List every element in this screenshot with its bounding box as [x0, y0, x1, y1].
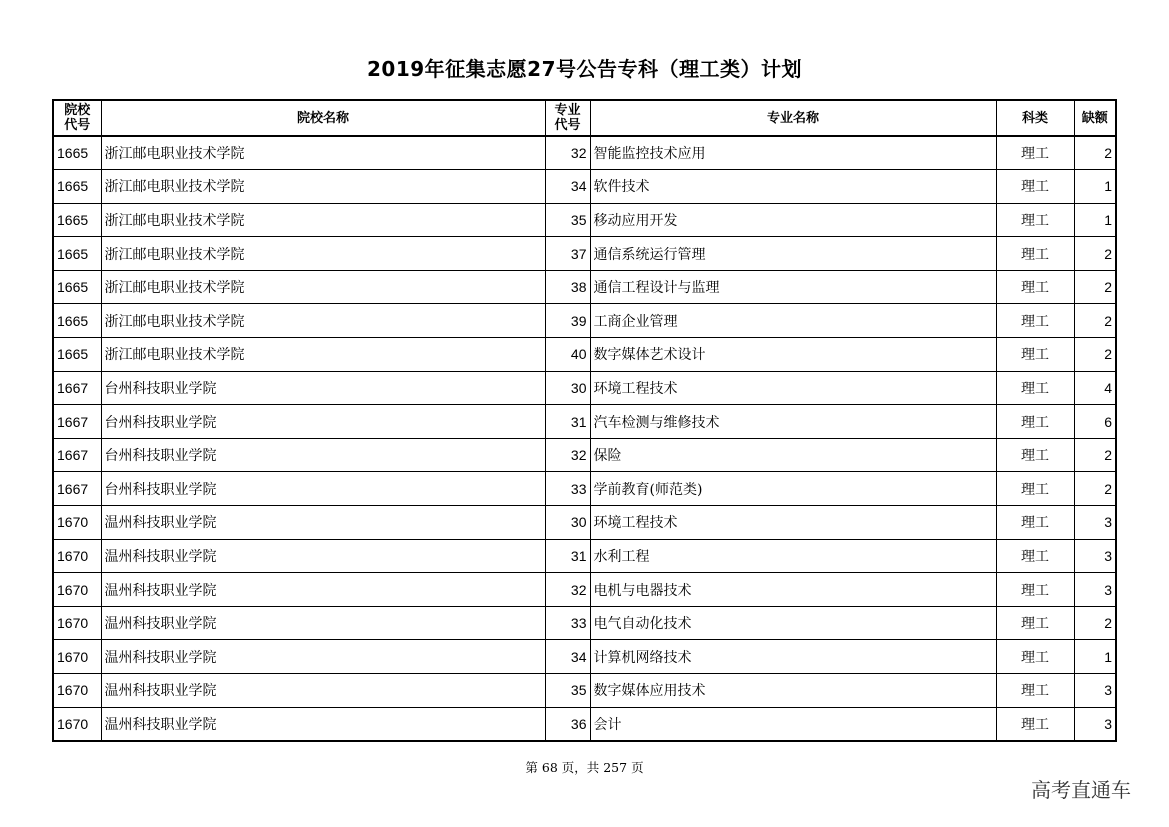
table-row: [53, 170, 1116, 204]
cell-major-name: 通信工程设计与监理: [590, 270, 996, 304]
cell-major-code: 34: [545, 170, 590, 204]
cell-school-name: 温州科技职业学院: [101, 539, 545, 573]
cell-major-code: 32: [545, 573, 590, 607]
cell-school-code: 1665: [53, 270, 101, 304]
table-header: [53, 100, 1116, 136]
cell-school-code: 1665: [53, 136, 101, 170]
cell-school-code: 1670: [53, 506, 101, 540]
cell-school-name: 温州科技职业学院: [101, 506, 545, 540]
cell-major-code: 35: [545, 203, 590, 237]
cell-school-name: 浙江邮电职业技术学院: [101, 270, 545, 304]
cell-school-code: 1667: [53, 472, 101, 506]
header-category: 科类: [996, 100, 1074, 136]
plan-table: [52, 99, 1117, 742]
cell-category: 理工: [996, 707, 1074, 741]
cell-category: 理工: [996, 371, 1074, 405]
cell-quota: 2: [1074, 136, 1116, 170]
header-quota: 缺额: [1074, 100, 1116, 136]
table-row: [53, 438, 1116, 472]
cell-quota: 1: [1074, 203, 1116, 237]
table-row: [53, 506, 1116, 540]
cell-major-code: 31: [545, 405, 590, 439]
cell-major-name: 会计: [590, 707, 996, 741]
cell-school-code: 1670: [53, 606, 101, 640]
cell-school-name: 温州科技职业学院: [101, 707, 545, 741]
cell-school-code: 1670: [53, 707, 101, 741]
cell-major-name: 环境工程技术: [590, 371, 996, 405]
cell-quota: 3: [1074, 506, 1116, 540]
cell-major-code: 37: [545, 237, 590, 271]
cell-school-code: 1670: [53, 573, 101, 607]
page-footer: 第 68 页，共 257 页: [525, 760, 644, 775]
cell-school-code: 1670: [53, 640, 101, 674]
cell-major-code: 34: [545, 640, 590, 674]
cell-category: 理工: [996, 573, 1074, 607]
cell-category: 理工: [996, 338, 1074, 372]
cell-school-name: 浙江邮电职业技术学院: [101, 136, 545, 170]
cell-quota: 4: [1074, 371, 1116, 405]
table-row: [53, 674, 1116, 708]
cell-school-code: 1665: [53, 203, 101, 237]
cell-category: 理工: [996, 405, 1074, 439]
table-row: [53, 338, 1116, 372]
cell-category: 理工: [996, 674, 1074, 708]
table-row: [53, 573, 1116, 607]
header-major-name: 专业名称: [590, 100, 996, 136]
header-school-code: 院校代号: [53, 100, 101, 136]
cell-school-name: 温州科技职业学院: [101, 674, 545, 708]
cell-school-name: 浙江邮电职业技术学院: [101, 170, 545, 204]
cell-major-name: 电气自动化技术: [590, 606, 996, 640]
cell-category: 理工: [996, 472, 1074, 506]
cell-quota: 2: [1074, 237, 1116, 271]
table-row: [53, 472, 1116, 506]
cell-major-code: 38: [545, 270, 590, 304]
header-school-name: 院校名称: [101, 100, 545, 136]
cell-major-code: 30: [545, 371, 590, 405]
cell-school-name: 浙江邮电职业技术学院: [101, 203, 545, 237]
table-row: [53, 237, 1116, 271]
cell-quota: 1: [1074, 640, 1116, 674]
cell-school-name: 浙江邮电职业技术学院: [101, 304, 545, 338]
table-row: [53, 203, 1116, 237]
cell-major-name: 水利工程: [590, 539, 996, 573]
cell-major-name: 计算机网络技术: [590, 640, 996, 674]
cell-school-name: 台州科技职业学院: [101, 405, 545, 439]
cell-quota: 1: [1074, 170, 1116, 204]
cell-quota: 6: [1074, 405, 1116, 439]
cell-category: 理工: [996, 136, 1074, 170]
cell-school-code: 1665: [53, 338, 101, 372]
cell-school-code: 1665: [53, 237, 101, 271]
cell-category: 理工: [996, 270, 1074, 304]
cell-major-code: 32: [545, 136, 590, 170]
cell-school-code: 1667: [53, 405, 101, 439]
cell-school-code: 1670: [53, 539, 101, 573]
cell-major-code: 35: [545, 674, 590, 708]
cell-category: 理工: [996, 304, 1074, 338]
cell-major-code: 33: [545, 606, 590, 640]
cell-major-name: 汽车检测与维修技术: [590, 405, 996, 439]
cell-category: 理工: [996, 438, 1074, 472]
cell-major-code: 30: [545, 506, 590, 540]
cell-quota: 2: [1074, 472, 1116, 506]
page-title: 2019年征集志愿27号公告专科（理工类）计划: [367, 57, 802, 81]
header-row: [53, 100, 1116, 136]
table-row: [53, 136, 1116, 170]
cell-school-code: 1670: [53, 674, 101, 708]
cell-major-code: 40: [545, 338, 590, 372]
cell-major-name: 移动应用开发: [590, 203, 996, 237]
table-row: [53, 640, 1116, 674]
cell-school-name: 温州科技职业学院: [101, 606, 545, 640]
cell-major-name: 保险: [590, 438, 996, 472]
cell-quota: 3: [1074, 674, 1116, 708]
cell-major-code: 33: [545, 472, 590, 506]
cell-quota: 3: [1074, 707, 1116, 741]
table-row: [53, 606, 1116, 640]
cell-major-code: 36: [545, 707, 590, 741]
cell-school-code: 1665: [53, 304, 101, 338]
cell-major-code: 31: [545, 539, 590, 573]
header-major-code: 专业代号: [545, 100, 590, 136]
cell-major-name: 电机与电器技术: [590, 573, 996, 607]
table-body: [53, 136, 1116, 741]
cell-quota: 2: [1074, 270, 1116, 304]
cell-school-name: 浙江邮电职业技术学院: [101, 338, 545, 372]
cell-major-name: 数字媒体艺术设计: [590, 338, 996, 372]
table-row: [53, 371, 1116, 405]
cell-major-name: 智能监控技术应用: [590, 136, 996, 170]
cell-school-name: 台州科技职业学院: [101, 438, 545, 472]
cell-category: 理工: [996, 539, 1074, 573]
cell-quota: 3: [1074, 539, 1116, 573]
cell-school-code: 1667: [53, 438, 101, 472]
cell-school-code: 1667: [53, 371, 101, 405]
cell-quota: 2: [1074, 304, 1116, 338]
cell-category: 理工: [996, 237, 1074, 271]
cell-major-name: 学前教育(师范类): [590, 472, 996, 506]
cell-category: 理工: [996, 506, 1074, 540]
cell-major-name: 工商企业管理: [590, 304, 996, 338]
cell-category: 理工: [996, 640, 1074, 674]
cell-category: 理工: [996, 606, 1074, 640]
cell-category: 理工: [996, 203, 1074, 237]
cell-major-name: 通信系统运行管理: [590, 237, 996, 271]
table-row: [53, 405, 1116, 439]
cell-school-name: 台州科技职业学院: [101, 371, 545, 405]
watermark: 高考直通车: [1031, 778, 1131, 802]
cell-major-name: 环境工程技术: [590, 506, 996, 540]
cell-quota: 2: [1074, 606, 1116, 640]
cell-quota: 3: [1074, 573, 1116, 607]
cell-major-name: 软件技术: [590, 170, 996, 204]
table-row: [53, 539, 1116, 573]
cell-major-code: 39: [545, 304, 590, 338]
cell-school-name: 温州科技职业学院: [101, 640, 545, 674]
cell-school-name: 浙江邮电职业技术学院: [101, 237, 545, 271]
cell-school-code: 1665: [53, 170, 101, 204]
cell-category: 理工: [996, 170, 1074, 204]
table-row: [53, 270, 1116, 304]
cell-major-name: 数字媒体应用技术: [590, 674, 996, 708]
cell-school-name: 温州科技职业学院: [101, 573, 545, 607]
cell-quota: 2: [1074, 338, 1116, 372]
table-row: [53, 304, 1116, 338]
cell-major-code: 32: [545, 438, 590, 472]
cell-quota: 2: [1074, 438, 1116, 472]
table-row: [53, 707, 1116, 741]
cell-school-name: 台州科技职业学院: [101, 472, 545, 506]
